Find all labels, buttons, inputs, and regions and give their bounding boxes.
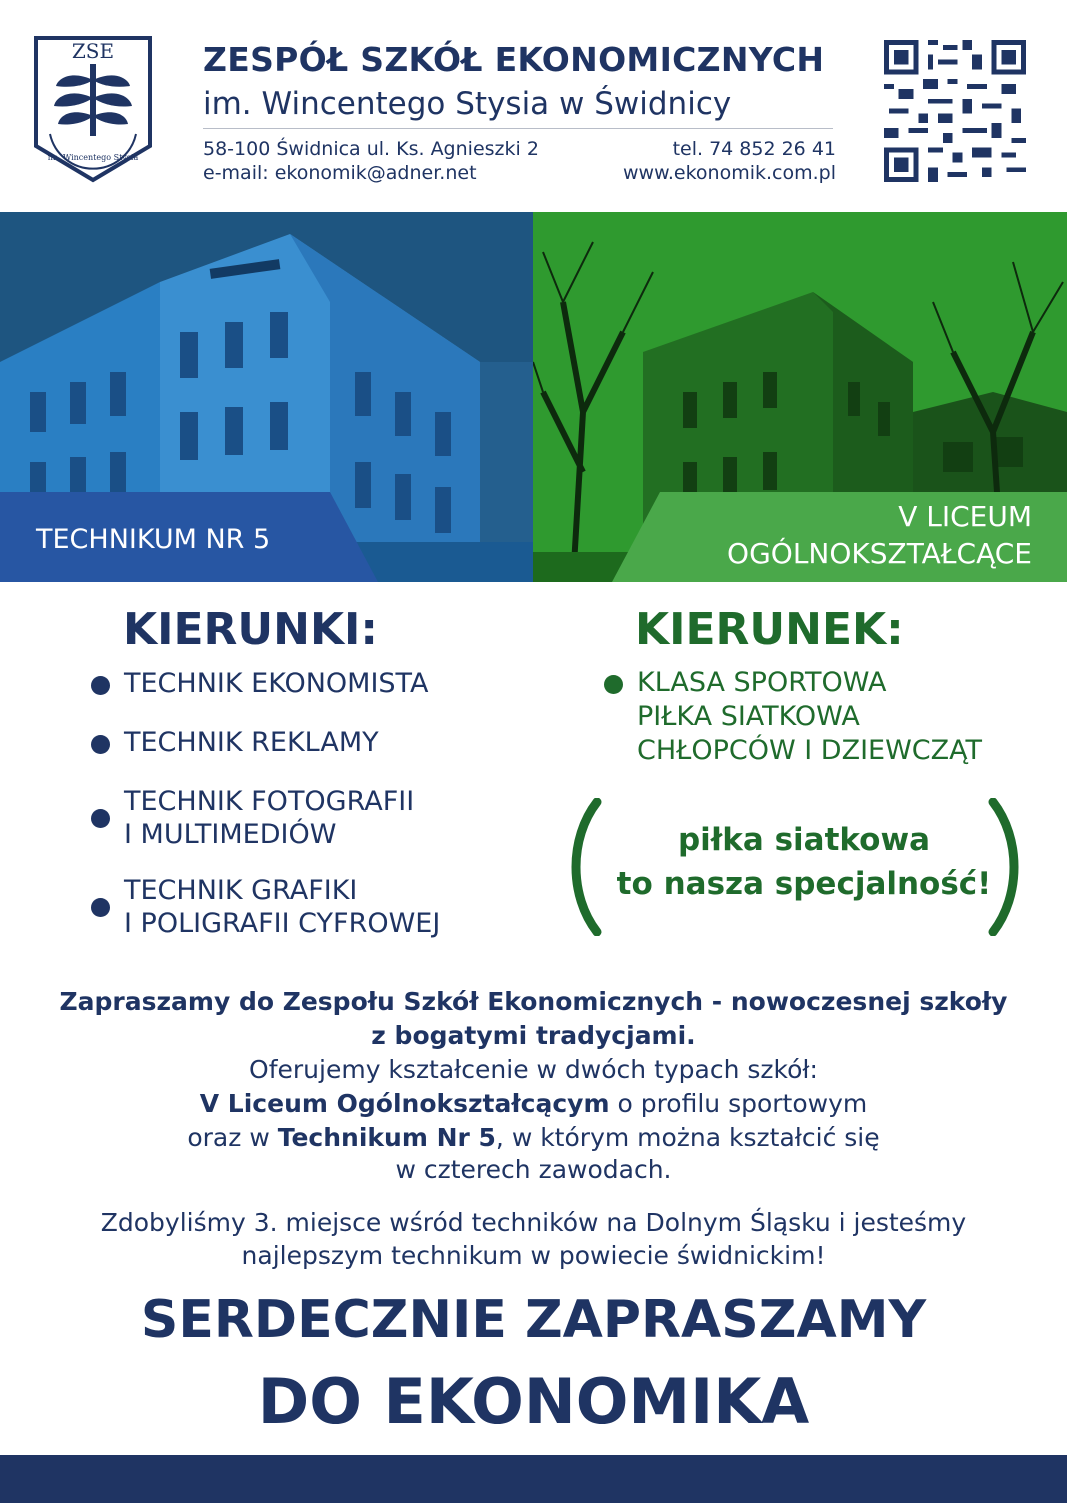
intro-line3: Oferujemy kształcenie w dwóch typach szkół: bbox=[249, 1055, 818, 1084]
technikum-name: Technikum Nr 5 bbox=[277, 1123, 496, 1152]
cta-line1: SERDECZNIE ZAPRASZAMY bbox=[140, 1290, 927, 1350]
intro-line6: w czterech zawodach. bbox=[395, 1155, 672, 1184]
program-technik-fotografii-line2: I MULTIMEDIÓW bbox=[124, 819, 337, 850]
bullet-dot bbox=[91, 809, 110, 828]
intro-line5 bbox=[0, 1123, 1067, 1152]
liceum-banner-line1: V LICEUM bbox=[898, 500, 1032, 533]
header-divider bbox=[203, 128, 833, 129]
kierunek-title: KIERUNEK: bbox=[635, 604, 904, 655]
intro-line4 bbox=[0, 1089, 1067, 1118]
intro-line2: z bogatymi tradycjami. bbox=[371, 1021, 696, 1050]
achievement-line2: najlepszym technikum w powiecie świdnickim! bbox=[241, 1241, 826, 1270]
school-name: ZESPÓŁ SZKÓŁ EKONOMICZNYCH bbox=[203, 40, 825, 79]
slogan-line1: piłka siatkowa bbox=[677, 822, 931, 858]
kierunki-title: KIERUNKI: bbox=[123, 604, 379, 655]
intro-line5-rest: , w którym można kształcić się bbox=[495, 1123, 880, 1152]
logo-letters: ZSE bbox=[71, 39, 115, 63]
phone: tel. 74 852 26 41 bbox=[672, 138, 836, 160]
footer-bar bbox=[0, 1455, 1067, 1503]
school-patron: im. Wincentego Stysia w Świdnicy bbox=[203, 86, 732, 122]
qr-code bbox=[884, 40, 1026, 182]
technikum-banner-label: TECHNIKUM NR 5 bbox=[36, 524, 271, 555]
achievement-line1: Zdobyliśmy 3. miejsce wśród techników na Dolnym Śląsku i jesteśmy bbox=[100, 1208, 967, 1237]
program-technik-fotografii-line1: TECHNIK FOTOGRAFII bbox=[124, 786, 415, 817]
bullet-dot bbox=[91, 676, 110, 695]
logo-ring-text: im. Wincentego Stysia bbox=[47, 153, 139, 162]
program-technik-reklamy: TECHNIK REKLAMY bbox=[124, 727, 379, 758]
liceum-name: V Liceum Ogólnokształcącym bbox=[199, 1089, 610, 1118]
school-logo bbox=[32, 34, 154, 186]
paren-left bbox=[563, 798, 603, 936]
slogan-line2: to nasza specjalność! bbox=[616, 866, 992, 902]
intro-line1: Zapraszamy do Zespołu Szkół Ekonomicznych - nowoczesnej szkoły bbox=[59, 987, 1008, 1016]
bullet-dot bbox=[91, 735, 110, 754]
program-technik-grafiki-line1: TECHNIK GRAFIKI bbox=[124, 875, 358, 906]
liceum-banner-line2: OGÓLNOKSZTAŁCĄCE bbox=[727, 537, 1032, 570]
intro-line5-pre: oraz w bbox=[187, 1123, 278, 1152]
cta-line2: DO EKONOMIKA bbox=[257, 1365, 810, 1438]
bullet-dot bbox=[91, 898, 110, 917]
email: e-mail: ekonomik@adner.net bbox=[203, 162, 477, 184]
program-technik-grafiki-line2: I POLIGRAFII CYFROWEJ bbox=[124, 908, 441, 939]
address: 58-100 Świdnica ul. Ks. Agnieszki 2 bbox=[203, 138, 539, 160]
program-klasa-sportowa-line3: CHŁOPCÓW I DZIEWCZĄT bbox=[637, 735, 983, 766]
program-klasa-sportowa-line1: KLASA SPORTOWA bbox=[637, 667, 887, 698]
program-technik-ekonomista: TECHNIK EKONOMISTA bbox=[124, 668, 429, 699]
bullet-dot bbox=[604, 675, 623, 694]
program-klasa-sportowa-line2: PIŁKA SIATKOWA bbox=[637, 701, 860, 732]
website: www.ekonomik.com.pl bbox=[622, 162, 836, 184]
intro-line4-rest: o profilu sportowym bbox=[609, 1089, 868, 1118]
